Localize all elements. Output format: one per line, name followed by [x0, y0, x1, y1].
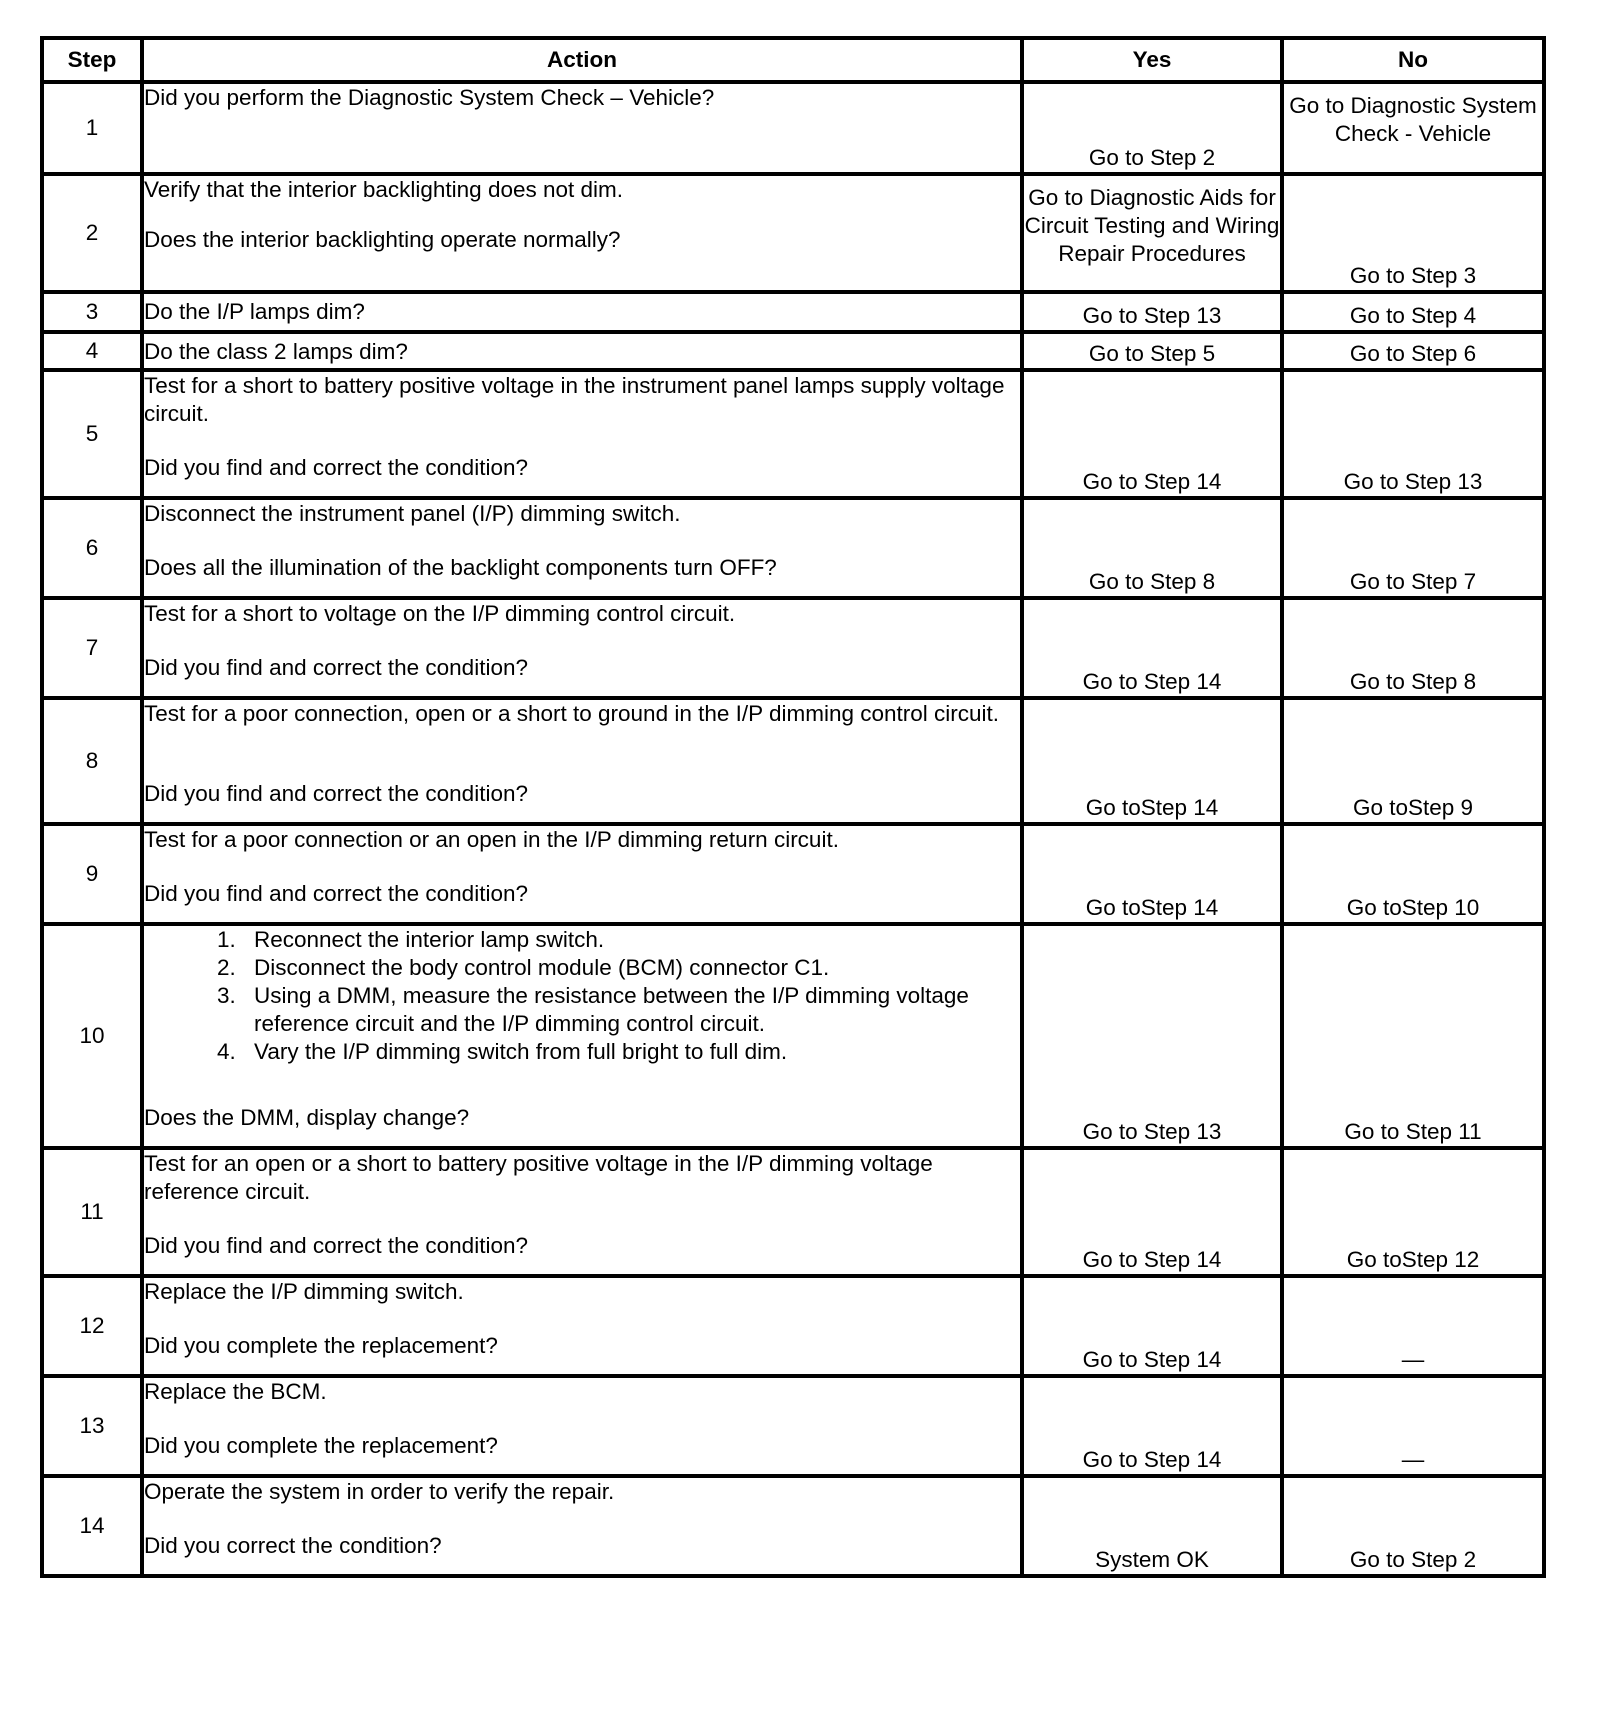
header-no: No — [1282, 38, 1544, 82]
action-question: Do the class 2 lamps dim? — [144, 339, 408, 364]
yes-cell: System OK — [1022, 1476, 1282, 1576]
action-question: Does the DMM, display change? — [144, 1105, 470, 1130]
no-cell: Go toStep 12 — [1282, 1148, 1544, 1276]
action-instruction: Replace the I/P dimming switch. — [144, 1279, 464, 1304]
yes-cell: Go to Step 5 — [1022, 332, 1282, 370]
yes-cell: Go to Step 14 — [1022, 370, 1282, 498]
step-number: 9 — [42, 824, 142, 924]
action-question: Do the I/P lamps dim? — [144, 299, 365, 324]
table-row — [42, 370, 1544, 498]
table-row — [42, 174, 1544, 292]
yes-cell: Go to Step 8 — [1022, 498, 1282, 598]
action-cell — [142, 1376, 1022, 1476]
list-item: 2. Disconnect the body control module (BCM) connector C1. — [242, 954, 1020, 982]
action-instruction: Replace the BCM. — [144, 1379, 327, 1404]
action-question: Did you find and correct the condition? — [144, 1233, 528, 1258]
action-instruction: Disconnect the instrument panel (I/P) dimming switch. — [144, 501, 681, 526]
action-cell — [142, 698, 1022, 824]
header-action: Action — [142, 38, 1022, 82]
table-row — [42, 1476, 1544, 1576]
diagnostic-table — [40, 36, 1546, 1578]
no-cell: Go toStep 10 — [1282, 824, 1544, 924]
yes-cell: Go to Step 14 — [1022, 1276, 1282, 1376]
table-row — [42, 698, 1544, 824]
action-cell — [142, 1148, 1022, 1276]
step-number: 1 — [42, 82, 142, 174]
step-number: 13 — [42, 1376, 142, 1476]
action-list — [144, 926, 1020, 1066]
header-yes: Yes — [1022, 38, 1282, 82]
action-question: Did you find and correct the condition? — [144, 655, 528, 680]
action-instruction: Operate the system in order to verify the repair. — [144, 1479, 615, 1504]
action-cell — [142, 1276, 1022, 1376]
action-cell — [142, 498, 1022, 598]
table-row — [42, 824, 1544, 924]
yes-cell: Go to Step 14 — [1022, 1376, 1282, 1476]
action-question: Did you complete the replacement? — [144, 1333, 498, 1358]
table-row — [42, 332, 1544, 370]
action-cell — [142, 82, 1022, 174]
no-cell: Go to Step 2 — [1282, 1476, 1544, 1576]
action-question: Did you find and correct the condition? — [144, 455, 528, 480]
action-instruction: Test for a poor connection, open or a short to ground in the I/P dimming control circuit. — [144, 701, 1000, 726]
action-instruction: Verify that the interior backlighting does not dim. — [144, 177, 624, 202]
table-row — [42, 1376, 1544, 1476]
table-row — [42, 1148, 1544, 1276]
action-question: Does all the illumination of the backlight components turn OFF? — [144, 555, 777, 580]
list-item: 1. Reconnect the interior lamp switch. — [242, 926, 1020, 954]
yes-cell: Go to Step 2 — [1022, 82, 1282, 174]
yes-cell: Go to Step 13 — [1022, 292, 1282, 332]
no-cell: Go to Step 8 — [1282, 598, 1544, 698]
step-number: 12 — [42, 1276, 142, 1376]
table-row — [42, 1276, 1544, 1376]
table-row — [42, 82, 1544, 174]
step-number: 4 — [42, 332, 142, 370]
no-cell: — — [1282, 1376, 1544, 1476]
no-cell: Go to Step 3 — [1282, 174, 1544, 292]
step-number: 2 — [42, 174, 142, 292]
no-cell: Go to Step 7 — [1282, 498, 1544, 598]
action-cell — [142, 1476, 1022, 1576]
header-row — [42, 38, 1544, 82]
action-question: Did you find and correct the condition? — [144, 881, 528, 906]
action-cell — [142, 924, 1022, 1148]
action-question: Did you perform the Diagnostic System Check – Vehicle? — [144, 85, 715, 110]
step-number: 11 — [42, 1148, 142, 1276]
step-number: 6 — [42, 498, 142, 598]
no-cell: Go to Step 4 — [1282, 292, 1544, 332]
action-question: Does the interior backlighting operate normally? — [144, 227, 621, 252]
action-question: Did you find and correct the condition? — [144, 781, 528, 806]
table-row — [42, 498, 1544, 598]
step-number: 5 — [42, 370, 142, 498]
no-cell: — — [1282, 1276, 1544, 1376]
no-cell: Go toStep 9 — [1282, 698, 1544, 824]
step-number: 14 — [42, 1476, 142, 1576]
action-instruction: Test for a short to battery positive voltage in the instrument panel lamps supply voltage circuit. — [144, 373, 1005, 426]
list-item: 3. Using a DMM, measure the resistance between the I/P dimming voltage reference circuit and the I/P dimming control circuit. — [242, 982, 1020, 1038]
step-number: 3 — [42, 292, 142, 332]
no-cell: Go to Step 13 — [1282, 370, 1544, 498]
action-cell — [142, 292, 1022, 332]
action-instruction: Test for a poor connection or an open in the I/P dimming return circuit. — [144, 827, 839, 852]
action-cell — [142, 174, 1022, 292]
step-number: 7 — [42, 598, 142, 698]
header-step: Step — [42, 38, 142, 82]
yes-cell: Go to Step 14 — [1022, 598, 1282, 698]
yes-cell: Go to Step 13 — [1022, 924, 1282, 1148]
yes-cell: Go toStep 14 — [1022, 824, 1282, 924]
no-cell: Go to Step 11 — [1282, 924, 1544, 1148]
action-instruction: Test for a short to voltage on the I/P dimming control circuit. — [144, 601, 736, 626]
table-row — [42, 292, 1544, 332]
table-row — [42, 924, 1544, 1148]
action-question: Did you correct the condition? — [144, 1533, 442, 1558]
no-cell: Go to Step 6 — [1282, 332, 1544, 370]
list-item: 4. Vary the I/P dimming switch from full bright to full dim. — [242, 1038, 1020, 1066]
action-question: Did you complete the replacement? — [144, 1433, 498, 1458]
action-cell — [142, 824, 1022, 924]
yes-cell: Go to Diagnostic Aids for Circuit Testing and Wiring Repair Procedures — [1022, 174, 1282, 292]
yes-cell: Go to Step 14 — [1022, 1148, 1282, 1276]
action-cell — [142, 598, 1022, 698]
yes-cell: Go toStep 14 — [1022, 698, 1282, 824]
table-row — [42, 598, 1544, 698]
action-cell — [142, 370, 1022, 498]
no-cell: Go to Diagnostic System Check - Vehicle — [1282, 82, 1544, 174]
action-instruction: Test for an open or a short to battery positive voltage in the I/P dimming voltage reference circuit. — [144, 1151, 933, 1204]
step-number: 8 — [42, 698, 142, 824]
action-cell — [142, 332, 1022, 370]
step-number: 10 — [42, 924, 142, 1148]
